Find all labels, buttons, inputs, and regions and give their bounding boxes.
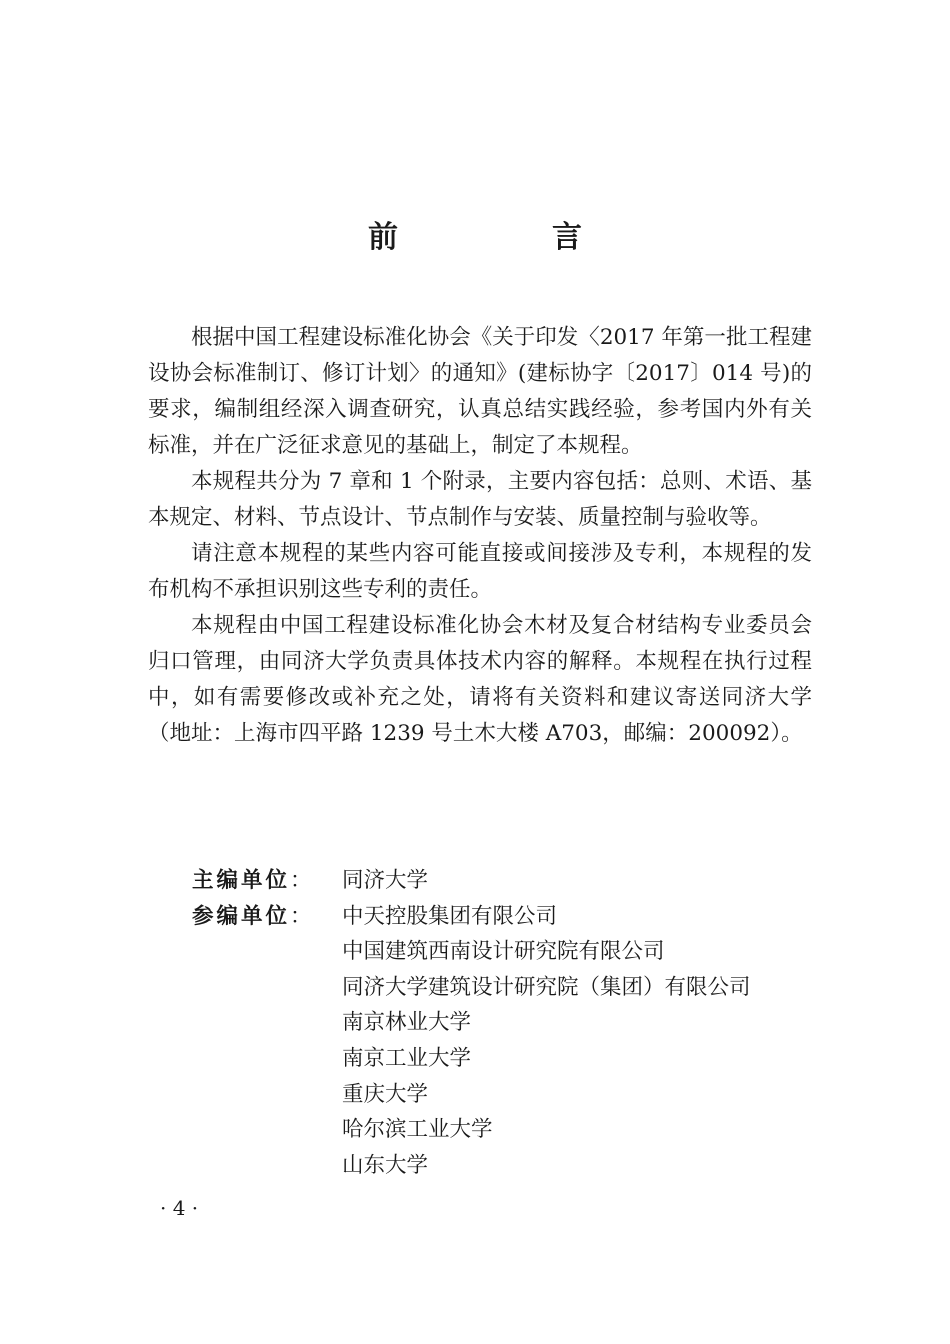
chief-unit-row <box>192 863 812 899</box>
participating-unit: 重庆大学 <box>342 1081 429 1107</box>
participating-unit-list <box>342 899 812 1184</box>
participating-units-row <box>192 899 812 1184</box>
chief-unit-values <box>342 863 812 899</box>
preface-body <box>148 320 812 752</box>
page-title: 前 言 <box>368 220 644 255</box>
participating-unit: 同济大学建筑设计研究院（集团）有限公司 <box>342 974 751 1000</box>
participating-unit: 哈尔滨工业大学 <box>342 1117 493 1143</box>
paragraph-2: 本规程共分为 7 章和 1 个附录，主要内容包括：总则、术语、基本规定、材料、节点设计、节点制作与安装、质量控制与验收等。 <box>148 469 812 530</box>
participating-unit: 中国建筑西南设计研究院有限公司 <box>342 939 665 965</box>
participating-unit: 南京林业大学 <box>342 1010 472 1036</box>
participating-label-wrap: 参编单位： <box>192 903 312 929</box>
units-section <box>192 863 812 1183</box>
participating-unit: 山东大学 <box>342 1152 429 1178</box>
chief-unit-label-wrap: 主编单位： <box>192 868 312 893</box>
page-number: · 4 · <box>160 1196 199 1220</box>
chief-unit-label: 主编单位 <box>192 868 291 893</box>
participating-unit: 南京工业大学 <box>342 1045 472 1071</box>
paragraph-1: 根据中国工程建设标准化协会《关于印发〈2017 年第一批工程建设协会标准制订、修订计划〉的通知》(建标协字〔2017〕014 号)的要求，编制组经深入调查研究，认真总结实践经验，参考国内外有关标准，并在广泛征求意见的基础上，制定了本规程。 <box>148 325 812 458</box>
participating-unit: 中天控股集团有限公司 <box>342 903 558 929</box>
chief-unit-name: 同济大学 <box>342 868 429 893</box>
paragraph-4: 本规程由中国工程建设标准化协会木材及复合材结构专业委员会归口管理，由同济大学负责具体技术内容的解释。本规程在执行过程中，如有需要修改或补充之处，请将有关资料和建议寄送同济大学（地址：上海市四平路 1239 号土木大楼 A703，邮编：200092）。 <box>148 613 812 746</box>
participating-label: 参编单位 <box>192 903 291 929</box>
paragraph-3: 请注意本规程的某些内容可能直接或间接涉及专利，本规程的发布机构不承担识别这些专利的责任。 <box>148 541 812 602</box>
